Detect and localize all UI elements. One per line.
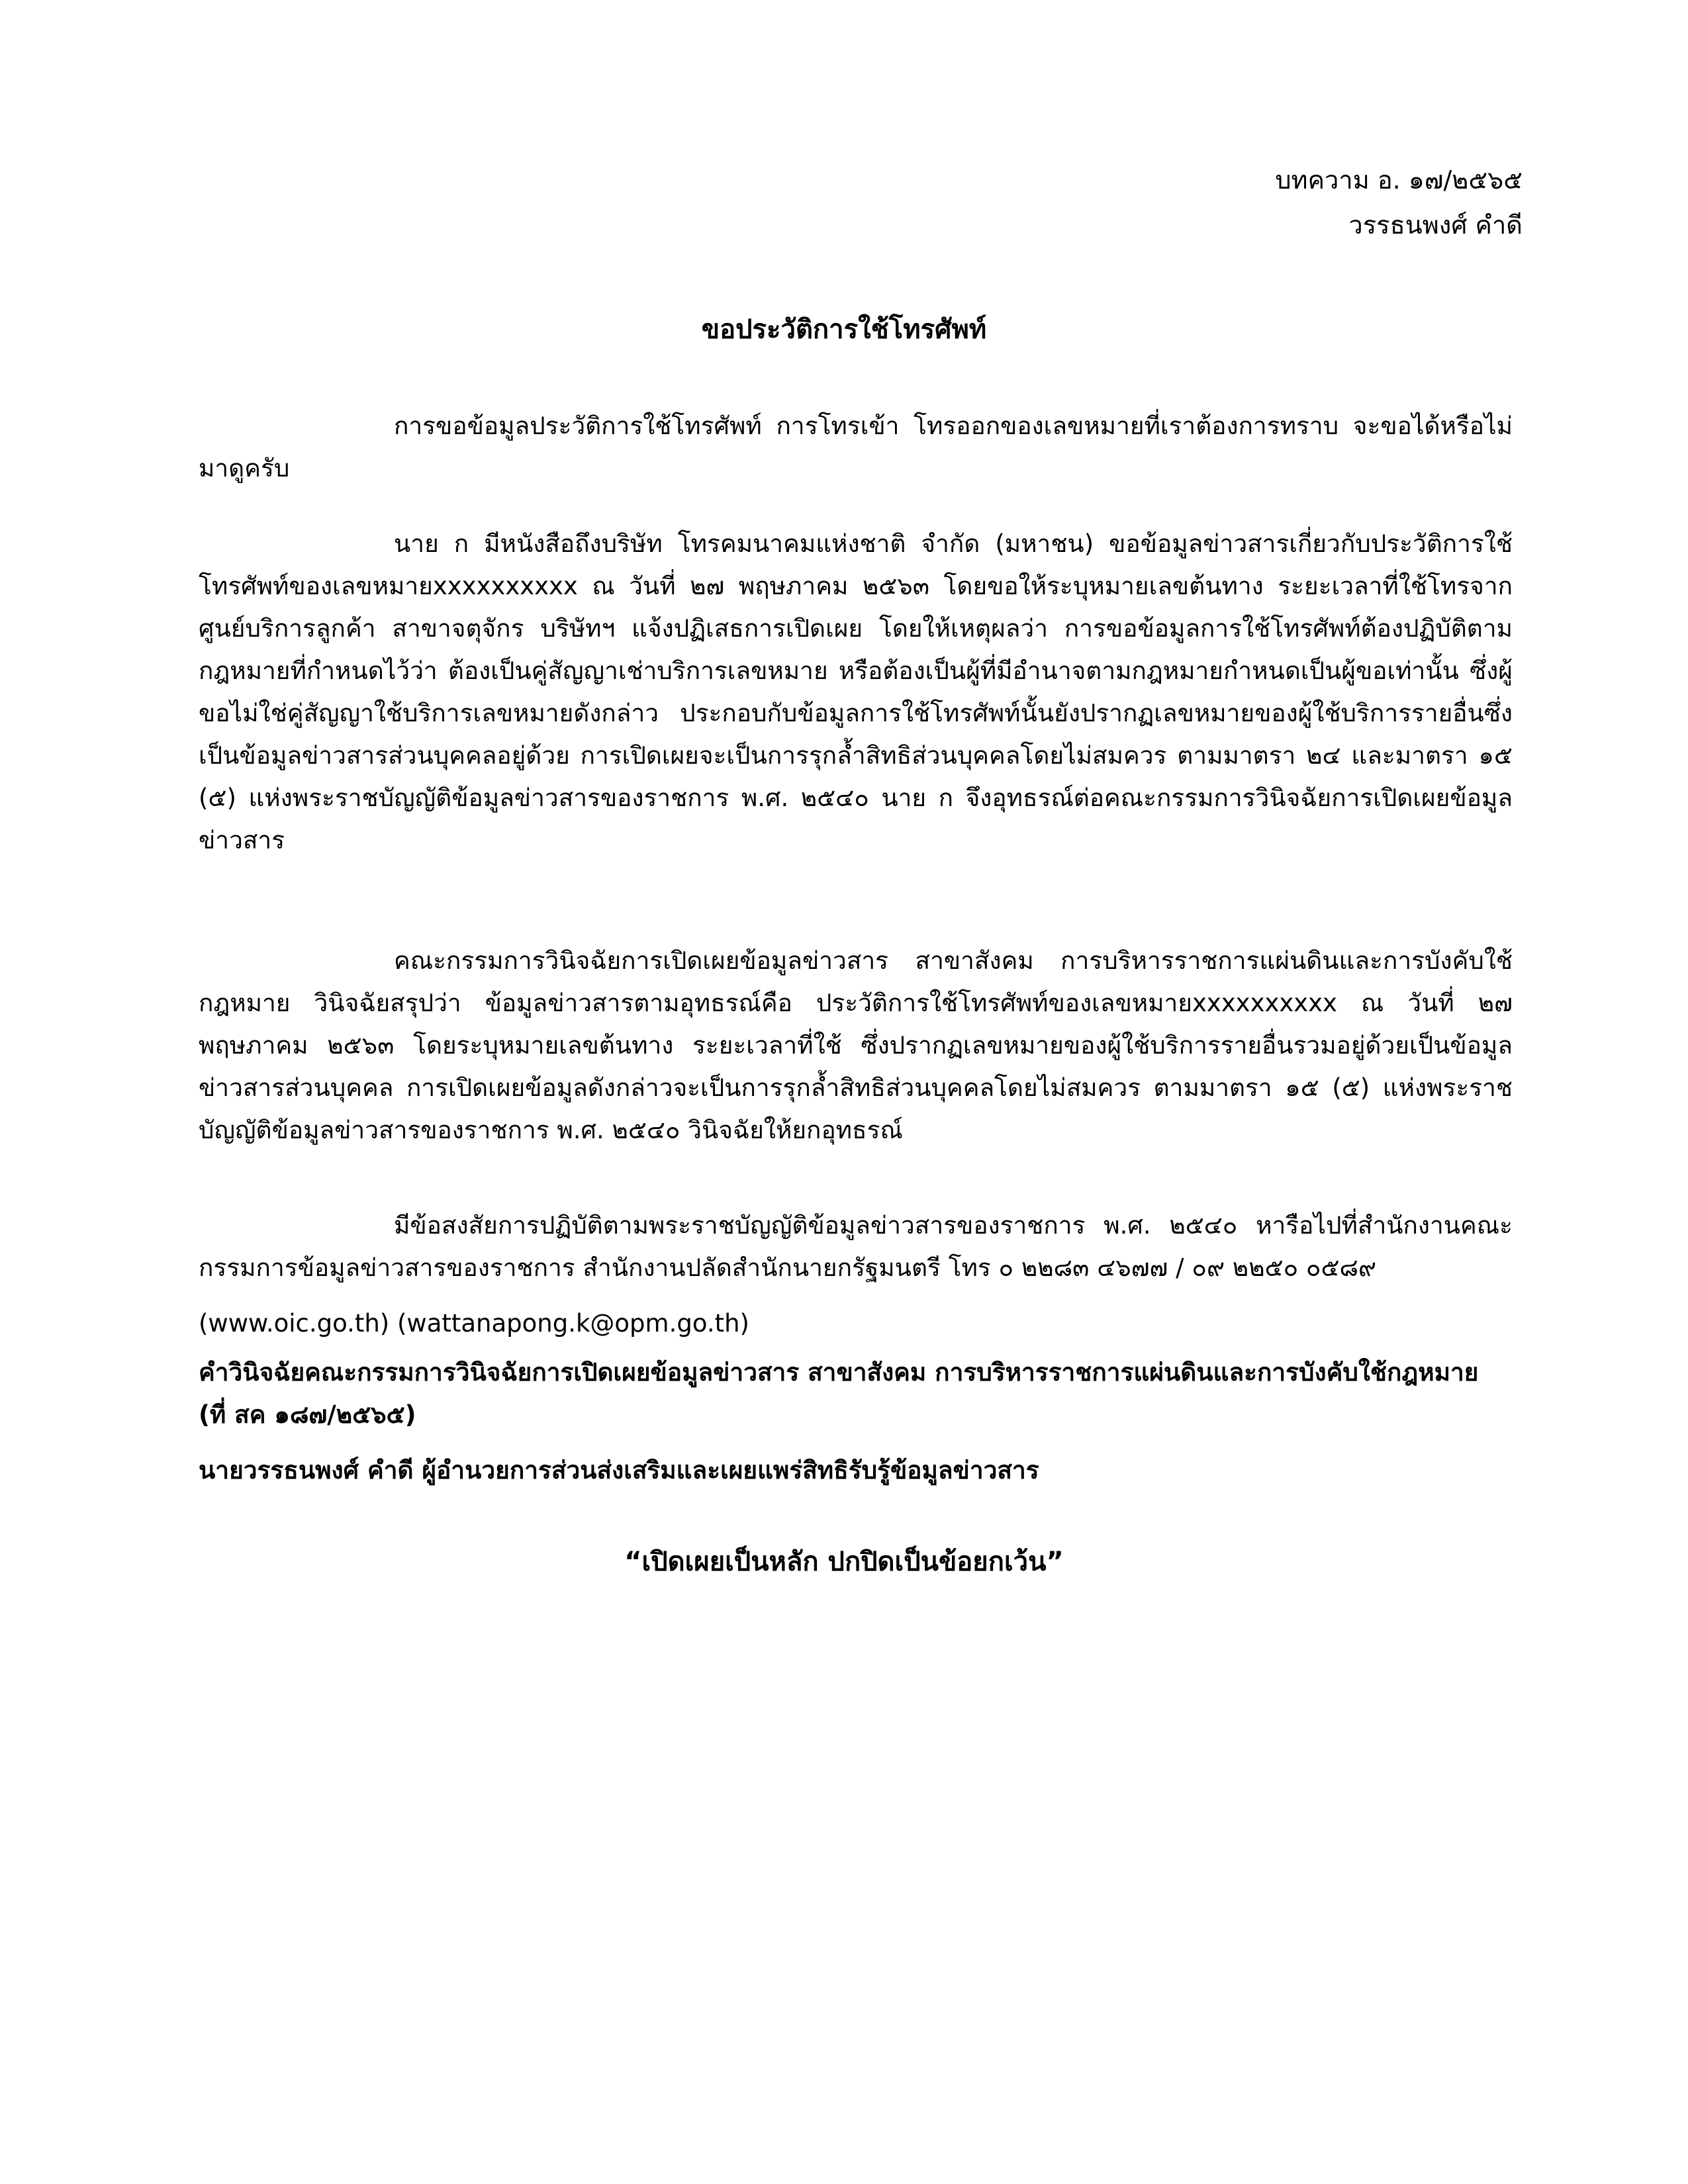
article-header bbox=[1275, 158, 1523, 248]
paragraph-text: การขอข้อมูลประวัติการใช้โทรศัพท์ การโทรเข้า โทรออกของเลขหมายที่เราต้องการทราบ จะขอได้หรือไม่ มาดูครับ bbox=[199, 412, 1513, 482]
paragraph-intro bbox=[199, 405, 1513, 490]
paragraph-text: นาย ก มีหนังสือถึงบริษัท โทรคมนาคมแห่งชาติ จำกัด (มหาชน) ขอข้อมูลข่าวสารเกี่ยวกับประวัติการใช้โทรศัพท์ของเลขหมายxxxxxxxxxx ณ วันที่ ๒๗ พฤษภาคม ๒๕๖๓ โดยขอให้ระบุหมายเลขต้นทาง ระยะเวลาที่ใช้โทรจากศูนย์บริการลูกค้า สาขาจตุจักร บริษัทฯ แจ้งปฏิเสธการเปิดเผย โดยให้เหตุผลว่า การขอข้อมูลการใช้โทรศัพท์ต้องปฏิบัติตามกฎหมายที่กำหนดไว้ว่า ต้องเป็นคู่สัญญาเช่าบริการเลขหมาย หรือต้องเป็นผู้ที่มีอำนาจตามกฎหมายกำหนดเป็นผู้ขอเท่านั้น ซึ่งผู้ขอไม่ใช่คู่สัญญาใช้บริการเลขหมายดังกล่าว ประกอบกับข้อมูลการใช้โทรศัพท์นั้นยังปรากฏเลขหมายของผู้ใช้บริการรายอื่นซึ่งเป็นข้อมูลข่าวสารส่วนบุคคลอยู่ด้วย การเปิดเผยจะเป็นการรุกล้ำสิทธิส่วนบุคคลโดยไม่สมควร ตามมาตรา ๒๔ และมาตรา ๑๕ (๕) แห่งพระราชบัญญัติข้อมูลข่าวสารของราชการ พ.ศ. ๒๕๔๐ นาย ก จึงอุทธรณ์ต่อคณะกรรมการวินิจฉัยการเปิดเผยข้อมูลข่าวสาร bbox=[199, 529, 1513, 854]
article-author: วรรธนพงศ์ คำดี bbox=[1348, 210, 1523, 240]
paragraph-committee-ruling bbox=[199, 940, 1513, 1152]
author-signature-line: นายวรรธนพงศ์ คำดี ผู้อำนวยการส่วนส่งเสริมและเผยแพร่สิทธิรับรู้ข้อมูลข่าวสาร bbox=[199, 1456, 1039, 1484]
paragraph-contact-info bbox=[199, 1205, 1513, 1289]
paragraph-text: คณะกรรมการวินิจฉัยการเปิดเผยข้อมูลข่าวสาร สาขาสังคม การบริหารราชการแผ่นดินและการบังคับใช้กฎหมาย วินิจฉัยสรุปว่า ข้อมูลข่าวสารตามอุทธรณ์คือ ประวัติการใช้โทรศัพท์ของเลขหมายxxxxxxxxxx ณ วันที่ ๒๗ พฤษภาคม ๒๕๖๓ โดยระบุหมายเลขต้นทาง ระยะเวลาที่ใช้ ซึ่งปรากฏเลขหมายของผู้ใช้บริการรายอื่นรวมอยู่ด้วยเป็นข้อมูลข่าวสารส่วนบุคคล การเปิดเผยข้อมูลดังกล่าวจะเป็นการรุกล้ำสิทธิส่วนบุคคลโดยไม่สมควร ตามมาตรา ๑๕ (๕) แห่งพระราชบัญญัติข้อมูลข่าวสารของราชการ พ.ศ. ๒๕๔๐ วินิจฉัยให้ยกอุทธรณ์ bbox=[199, 946, 1513, 1144]
contact-links-text: (www.oic.go.th) (wattanapong.k@opm.go.th) bbox=[199, 1309, 749, 1338]
paragraph-text: มีข้อสงสัยการปฏิบัติตามพระราชบัญญัติข้อมูลข่าวสารของราชการ พ.ศ. ๒๕๔๐ หารือไปที่สำนักงานคณะกรรมการข้อมูลข่าวสารของราชการ สำนักงานปลัดสำนักนายกรัฐมนตรี โทร ๐ ๒๒๘๓ ๔๖๗๗ / ๐๙ ๒๒๕๐ ๐๕๘๙ bbox=[199, 1211, 1513, 1282]
contact-links bbox=[199, 1302, 1513, 1345]
slogan: “เปิดเผยเป็นหลัก ปกปิดเป็นข้อยกเว้น” bbox=[624, 1547, 1064, 1577]
article-number: บทความ อ. ๑๗/๒๕๖๕ bbox=[1275, 165, 1523, 195]
decision-reference: คำวินิจฉัยคณะกรรมการวินิจฉัยการเปิดเผยข้อมูลข่าวสาร สาขาสังคม การบริหารราชการแผ่นดินและการบังคับใช้กฎหมาย (ที่ สค ๑๘๗/๒๕๖๕) bbox=[199, 1358, 1479, 1429]
paragraph-case-facts bbox=[199, 523, 1513, 862]
document-title: ขอประวัติการใช้โทรศัพท์ bbox=[701, 314, 987, 345]
